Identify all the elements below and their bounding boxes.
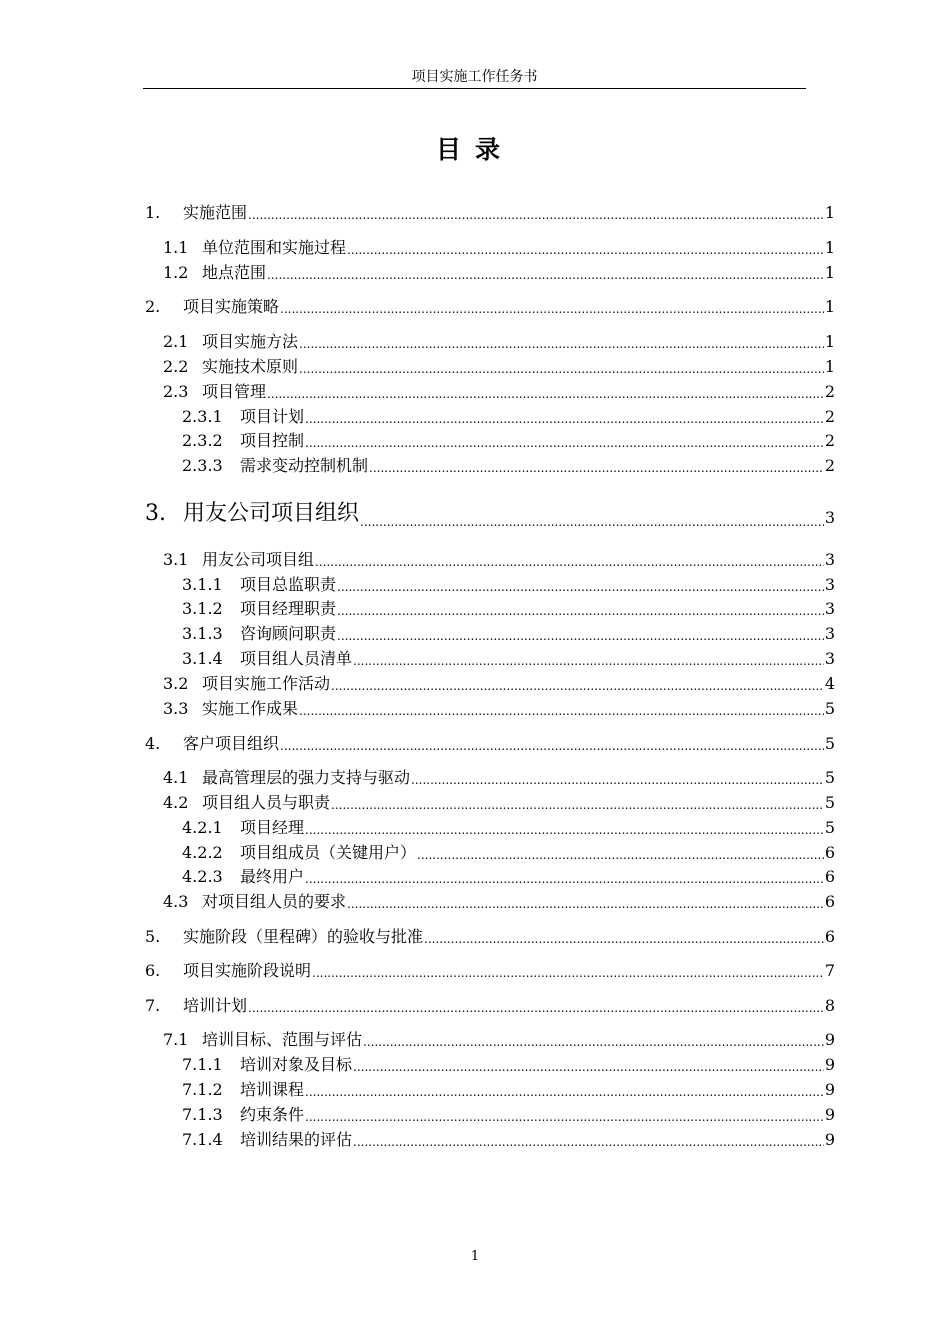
toc-entry-number: 1.	[145, 203, 161, 222]
toc-dot-leader	[305, 1109, 824, 1126]
toc-entry-6[interactable]	[145, 958, 835, 982]
toc-entry-number: 7.1.4	[182, 1130, 223, 1149]
toc-dot-leader	[305, 871, 824, 888]
toc-entry-number: 4.2.1	[182, 818, 223, 837]
toc-entry-page: 1	[824, 263, 835, 282]
toc-dot-leader	[280, 301, 824, 318]
toc-entry-number: 4.3	[163, 892, 189, 911]
toc-entry-number: 4.	[145, 734, 161, 753]
toc-entry-number: 4.1	[163, 768, 189, 787]
toc-entry-label: 培训对象及目标	[240, 1055, 353, 1074]
toc-entry-page: 1	[824, 332, 835, 351]
toc-entry-label: 最终用户	[240, 867, 305, 886]
toc-entry-4-3[interactable]	[145, 889, 835, 913]
toc-entry-page: 6	[824, 892, 835, 911]
toc-entry-4[interactable]	[145, 731, 835, 755]
toc-dot-leader	[248, 1000, 824, 1017]
toc-entry-page: 9	[824, 1080, 835, 1099]
toc-entry-label: 项目控制	[240, 431, 305, 450]
toc-entry-number: 6.	[145, 961, 161, 980]
toc-dot-leader	[337, 579, 824, 596]
toc-entry-page: 7	[824, 961, 835, 980]
toc-entry-number: 2.3.3	[182, 456, 223, 475]
toc-entry-label: 实施阶段（里程碑）的验收与批准	[183, 927, 424, 946]
toc-entry-label: 培训目标、范围与评估	[202, 1030, 363, 1049]
toc-entry-number: 7.	[145, 996, 161, 1015]
toc-entry-7-1-2[interactable]	[145, 1077, 835, 1101]
toc-entry-number: 2.3	[163, 382, 189, 401]
toc-entry-page: 6	[824, 867, 835, 886]
toc-dot-leader	[347, 896, 824, 913]
toc-entry-4-2-2[interactable]	[145, 840, 835, 864]
toc-entry-3-1-1[interactable]	[145, 572, 835, 596]
toc-entry-label: 培训结果的评估	[240, 1130, 353, 1149]
toc-dot-leader	[360, 516, 824, 529]
toc-dot-leader	[267, 386, 824, 403]
toc-entry-page: 2	[824, 382, 835, 401]
toc-entry-label: 项目实施方法	[202, 332, 299, 351]
toc-entry-page: 9	[824, 1055, 835, 1074]
toc-entry-number: 3.1.2	[182, 599, 223, 618]
toc-entry-label: 培训课程	[240, 1080, 305, 1099]
toc-entry-page: 8	[824, 996, 835, 1015]
toc-dot-leader	[363, 1034, 824, 1051]
toc-entry-page: 6	[824, 843, 835, 862]
toc-entry-label: 项目实施工作活动	[202, 674, 331, 693]
toc-dot-leader	[312, 965, 824, 982]
toc-entry-label: 用友公司项目组织	[183, 501, 360, 526]
toc-entry-3[interactable]	[145, 497, 835, 529]
toc-dot-leader	[280, 738, 824, 755]
toc-entry-number: 7.1.2	[182, 1080, 223, 1099]
toc-entry-page: 1	[824, 357, 835, 376]
toc-entry-number: 2.3.2	[182, 431, 223, 450]
toc-entry-label: 项目计划	[240, 407, 305, 426]
toc-dot-leader	[315, 554, 824, 571]
toc-entry-3-1-4[interactable]	[145, 646, 835, 670]
toc-entry-label: 实施工作成果	[202, 699, 299, 718]
toc-entry-page: 3	[824, 575, 835, 594]
toc-entry-number: 7.1.3	[182, 1105, 223, 1124]
toc-entry-2-3-2[interactable]	[145, 428, 835, 452]
toc-entry-number: 4.2	[163, 793, 189, 812]
toc-entry-page: 6	[824, 927, 835, 946]
toc-entry-2-3-3[interactable]	[145, 453, 835, 477]
page-header-title: 项目实施工作任务书	[411, 69, 538, 85]
toc-dot-leader	[347, 242, 824, 259]
toc-dot-leader	[331, 797, 824, 814]
toc-dot-leader	[305, 822, 824, 839]
toc-entry-number: 3.2	[163, 674, 189, 693]
toc-entry-2-3[interactable]	[145, 379, 835, 403]
toc-dot-leader	[299, 336, 824, 353]
toc-dot-leader	[353, 1059, 824, 1076]
toc-dot-leader	[369, 460, 824, 477]
toc-entry-label: 地点范围	[202, 263, 267, 282]
toc-entry-page: 1	[824, 297, 835, 316]
toc-entry-page: 1	[824, 238, 835, 257]
toc-entry-page: 3	[824, 599, 835, 618]
toc-entry-number: 1.2	[163, 263, 189, 282]
toc-entry-2[interactable]	[145, 294, 835, 318]
page-number: 1	[470, 1249, 480, 1264]
header-divider	[143, 88, 806, 89]
toc-entry-label: 培训计划	[183, 996, 248, 1015]
toc-entry-page: 4	[824, 674, 835, 693]
toc-entry-label: 实施技术原则	[202, 357, 299, 376]
toc-entry-label: 项目管理	[202, 382, 267, 401]
toc-entry-label: 单位范围和实施过程	[202, 238, 347, 257]
toc-entry-label: 用友公司项目组	[202, 550, 315, 569]
toc-entry-label: 项目经理职责	[240, 599, 337, 618]
toc-entry-label: 项目总监职责	[240, 575, 337, 594]
toc-entry-label: 需求变动控制机制	[240, 456, 369, 475]
toc-entry-1[interactable]	[145, 200, 835, 224]
toc-entry-4-2-1[interactable]	[145, 815, 835, 839]
toc-entry-7-1-1[interactable]	[145, 1052, 835, 1076]
toc-entry-page: 3	[824, 624, 835, 643]
toc-entry-1-1[interactable]	[145, 235, 835, 259]
toc-entry-page: 5	[824, 699, 835, 718]
toc-dot-leader	[424, 931, 824, 948]
toc-entry-label: 项目组人员与职责	[202, 793, 331, 812]
toc-entry-label: 约束条件	[240, 1105, 305, 1124]
toc-entry-3-1-2[interactable]	[145, 596, 835, 620]
toc-dot-leader	[353, 653, 824, 670]
toc-entry-2-2[interactable]	[145, 354, 835, 378]
toc-dot-leader	[299, 361, 824, 378]
toc-entry-page: 5	[824, 768, 835, 787]
toc-entry-label: 项目经理	[240, 818, 305, 837]
toc-entry-3-1-3[interactable]	[145, 621, 835, 645]
toc-entry-number: 7.1.1	[182, 1055, 223, 1074]
toc-entry-2-3-1[interactable]	[145, 404, 835, 428]
toc-entry-number: 3.1.4	[182, 649, 223, 668]
toc-entry-page: 9	[824, 1105, 835, 1124]
toc-entry-label: 最高管理层的强力支持与驱动	[202, 768, 411, 787]
toc-dot-leader	[299, 703, 824, 720]
toc-entry-label: 项目组人员清单	[240, 649, 353, 668]
toc-entry-7-1-4[interactable]	[145, 1127, 835, 1151]
toc-entry-number: 4.2.3	[182, 867, 223, 886]
toc-entry-number: 1.1	[163, 238, 189, 257]
toc-entry-page: 3	[824, 550, 835, 569]
toc-entry-label: 实施范围	[183, 203, 248, 222]
toc-dot-leader	[305, 1084, 824, 1101]
toc-entry-number: 4.2.2	[182, 843, 223, 862]
toc-entry-4-2[interactable]	[145, 790, 835, 814]
toc-dot-leader	[305, 435, 824, 452]
toc-entry-3-2[interactable]	[145, 671, 835, 695]
toc-entry-page: 9	[824, 1030, 835, 1049]
toc-entry-number: 3.3	[163, 699, 189, 718]
toc-dot-leader	[267, 267, 824, 284]
toc-entry-label: 咨询顾问职责	[240, 624, 337, 643]
toc-entry-label: 客户项目组织	[183, 734, 280, 753]
toc-entry-3-3[interactable]	[145, 696, 835, 720]
toc-entry-4-2-3[interactable]	[145, 864, 835, 888]
toc-entry-page: 3	[824, 508, 835, 527]
toc-dot-leader	[353, 1134, 824, 1151]
toc-entry-page: 2	[824, 431, 835, 450]
toc-entry-label: 项目实施策略	[183, 297, 280, 316]
toc-entry-page: 3	[824, 649, 835, 668]
toc-entry-page: 2	[824, 456, 835, 475]
toc-entry-number: 5.	[145, 927, 161, 946]
toc-entry-number: 2.2	[163, 357, 189, 376]
toc-entry-page: 2	[824, 407, 835, 426]
toc-entry-number: 2.3.1	[182, 407, 223, 426]
toc-entry-number: 3.1.3	[182, 624, 223, 643]
toc-entry-3-1[interactable]	[145, 547, 835, 571]
toc-dot-leader	[337, 603, 824, 620]
toc-entry-1-2[interactable]	[145, 260, 835, 284]
toc-entry-2-1[interactable]	[145, 329, 835, 353]
toc-dot-leader	[248, 207, 824, 224]
toc-entry-number: 3.	[145, 501, 166, 526]
toc-dot-leader	[411, 772, 824, 789]
toc-entry-4-1[interactable]	[145, 765, 835, 789]
toc-entry-7-1-3[interactable]	[145, 1102, 835, 1126]
toc-dot-leader	[305, 411, 824, 428]
toc-entry-page: 5	[824, 793, 835, 812]
toc-dot-leader	[331, 678, 824, 695]
toc-entry-number: 7.1	[163, 1030, 189, 1049]
toc-entry-page: 5	[824, 734, 835, 753]
toc-entry-page: 5	[824, 818, 835, 837]
toc-entry-5[interactable]	[145, 924, 835, 948]
toc-entry-page: 1	[824, 203, 835, 222]
toc-entry-7[interactable]	[145, 993, 835, 1017]
toc-dot-leader	[417, 847, 824, 864]
toc-entry-number: 2.	[145, 297, 161, 316]
toc-entry-label: 项目组成员（关键用户）	[240, 843, 417, 862]
toc-entry-number: 2.1	[163, 332, 189, 351]
toc-entry-page: 9	[824, 1130, 835, 1149]
toc-entry-7-1[interactable]	[145, 1027, 835, 1051]
toc-entry-label: 对项目组人员的要求	[202, 892, 347, 911]
toc-dot-leader	[337, 628, 824, 645]
toc-entry-label: 项目实施阶段说明	[183, 961, 312, 980]
toc-entry-number: 3.1.1	[182, 575, 223, 594]
toc-entry-number: 3.1	[163, 550, 189, 569]
toc-title: 目录	[435, 135, 514, 164]
